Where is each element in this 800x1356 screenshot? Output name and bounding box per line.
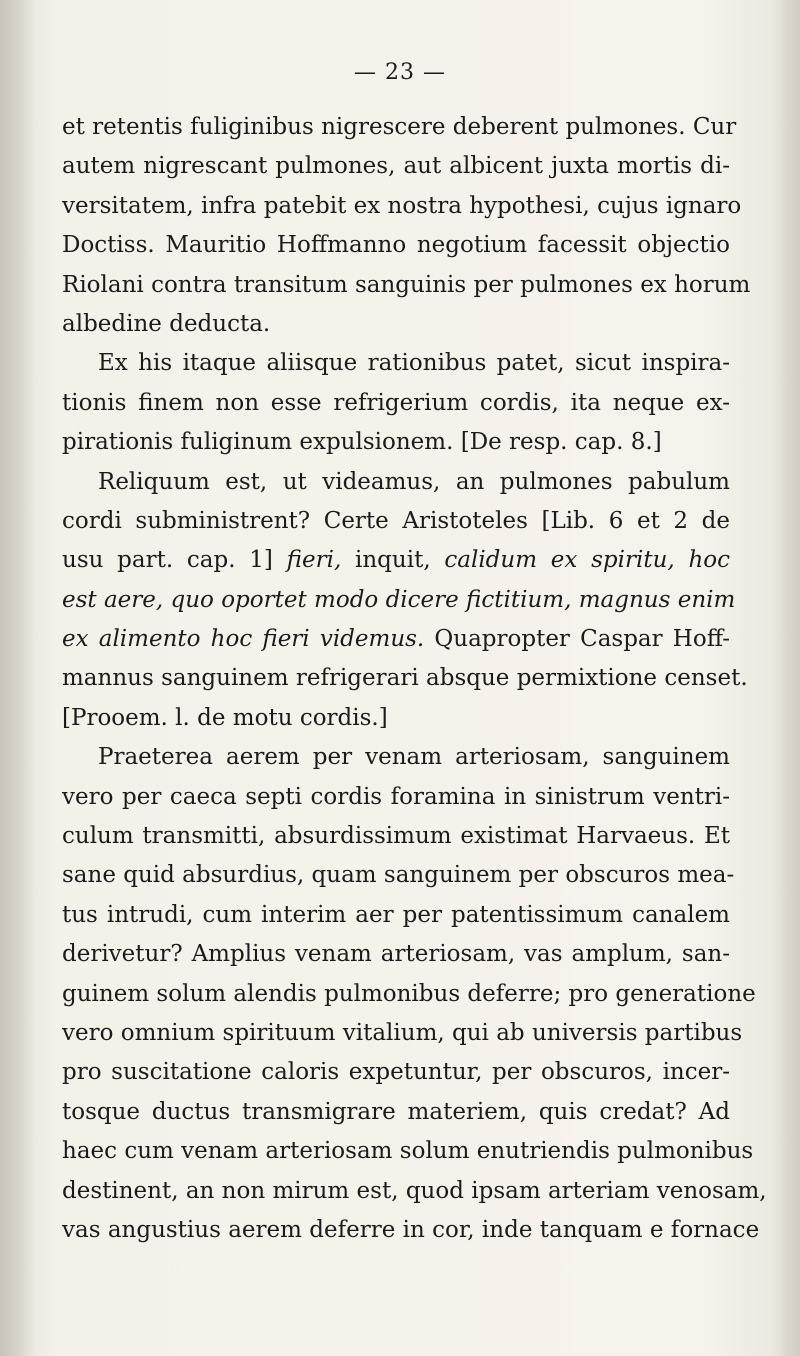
text-segment: usu part. cap. 1]: [62, 547, 287, 574]
text-line: haec cum venam arteriosam solum enutriendis pulmonibus: [62, 1138, 754, 1165]
text-line: et retentis fuliginibus nigrescere deberent pulmones. Cur: [62, 114, 737, 140]
text-line: vero omnium spirituum vitalium, qui ab universis partibus: [62, 1019, 743, 1046]
text-line: versitatem, infra patebit ex nostra hypothesi, cujus ignaro: [62, 192, 742, 219]
text-line: Praeterea aerem per venam arteriosam, sanguinem: [98, 744, 730, 771]
italic-segment: fieri,: [286, 547, 342, 574]
page-number: — 23 —: [354, 60, 446, 85]
text-line: Ex his itaque aliisque rationibus patet, sicut inspira-: [98, 350, 730, 377]
text-line-italic: est aere, quo oportet modo dicere fictitium, magnus enim: [62, 586, 736, 613]
text-line: Reliquum est, ut videamus, an pulmones pabulum: [98, 468, 730, 495]
text-line: albedine deducta.: [62, 310, 271, 337]
text-line: vas angustius aerem deferre in cor, inde tanquam e fornace: [62, 1216, 760, 1243]
text-line: tionis finem non esse refrigerium cordis, ita neque ex-: [62, 389, 730, 416]
text-line: Doctiss. Mauritio Hoffmanno negotium facessit objectio: [62, 232, 730, 259]
italic-segment: ex alimento hoc fieri videmus.: [62, 626, 425, 653]
page-edge-shadow: [778, 0, 800, 1356]
text-line: [62, 620, 730, 659]
text-line: derivetur? Amplius venam arteriosam, vas amplum, san-: [62, 941, 730, 968]
text-line: mannus sanguinem refrigerari absque permixtione censet.: [62, 665, 748, 692]
text-line: sane quid absurdius, quam sanguinem per obscuros mea-: [62, 862, 735, 889]
text-segment: inquit,: [341, 547, 445, 574]
text-line: guinem solum alendis pulmonibus deferre; pro generatione: [62, 980, 756, 1007]
text-line: destinent, an non mirum est, quod ipsam arteriam venosam,: [62, 1177, 767, 1204]
text-line: Riolani contra transitum sanguinis per pulmones ex horum: [62, 271, 751, 298]
text-line: tus intrudi, cum interim aer per patentissimum canalem: [62, 901, 730, 928]
text-line: pirationis fuliginum expulsionem. [De resp. cap. 8.]: [62, 429, 662, 456]
binding-gutter-shadow: [0, 0, 34, 1356]
text-line: cordi subministrent? Certe Aristoteles [Lib. 6 et 2 de: [62, 507, 730, 534]
text-line: autem nigrescant pulmones, aut albicent juxta mortis di-: [62, 153, 730, 180]
text-line: pro suscitatione caloris expetuntur, per obscuros, incer-: [62, 1059, 730, 1086]
text-line: [62, 541, 730, 580]
text-line: tosque ductus transmigrare materiem, quis credat? Ad: [62, 1098, 730, 1125]
italic-segment: calidum ex spiritu, hoc: [444, 547, 730, 574]
body-text: [62, 108, 767, 1250]
text-segment: Quapropter Caspar Hoff-: [424, 626, 730, 653]
text-line: [Prooem. l. de motu cordis.]: [62, 704, 388, 731]
text-line: vero per caeca septi cordis foramina in sinistrum ventri-: [62, 783, 730, 810]
text-line: culum transmitti, absurdissimum existimat Harvaeus. Et: [62, 823, 730, 850]
